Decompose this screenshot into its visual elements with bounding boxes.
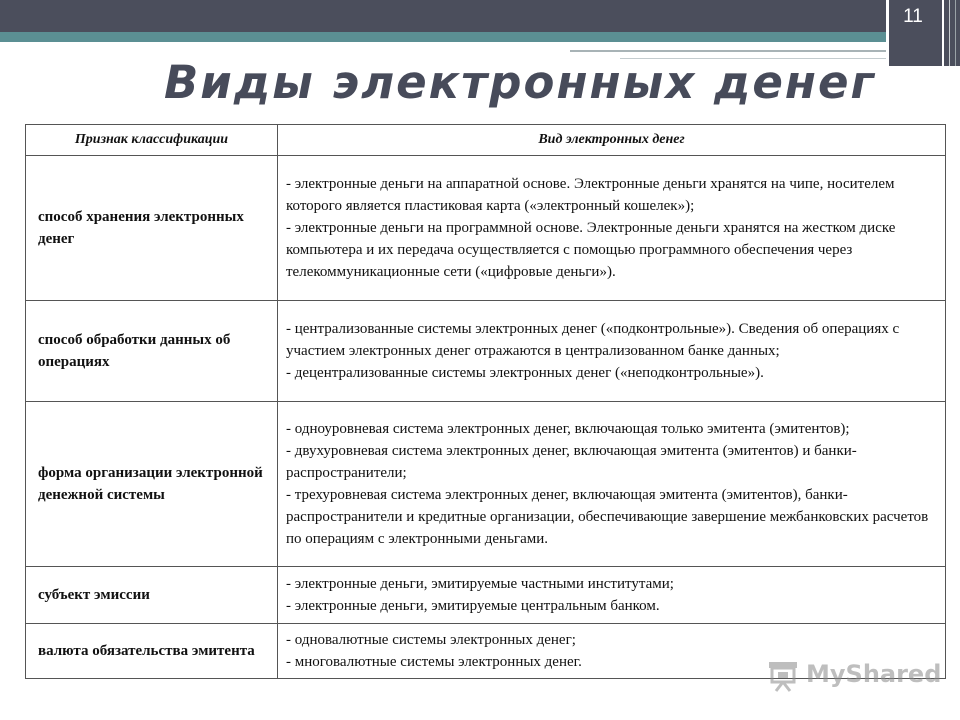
watermark-text: MyShared (806, 660, 942, 688)
classification-table (25, 124, 946, 679)
criterion-cell: способ обработки данных об операциях (26, 301, 278, 402)
table-row (26, 301, 946, 402)
table-row (26, 402, 946, 567)
type-item: - децентрализованные системы электронных денег («неподконтрольные»). (286, 365, 764, 381)
table-header-row (26, 125, 946, 156)
page-box-line (949, 0, 950, 66)
table-row (26, 567, 946, 624)
type-item: - одновалютные системы электронных денег; (286, 632, 576, 648)
type-item: - одноуровневая система электронных денег, включающая только эмитента (эмитентов); (286, 421, 850, 437)
header-divider-line (570, 50, 888, 52)
type-item: - электронные деньги, эмитируемые центральным банком. (286, 598, 660, 614)
type-item: - централизованные системы электронных денег («подконтрольные»). Сведения об операциях с участием электронных денег отражаются в централизованном банке данных; (286, 321, 900, 359)
criterion-cell: субъект эмиссии (26, 567, 278, 624)
type-item: - двухуровневая система электронных денег, включающая эмитента (эмитентов) и банки-распространители; (286, 443, 857, 481)
type-item: - электронные деньги на аппаратной основе. Электронные деньги хранятся на чипе, носителем которого является пластиковая карта («электронный кошелек»); (286, 176, 895, 214)
page-number: 11 (903, 6, 923, 27)
types-cell (278, 567, 946, 624)
page-box-line (942, 0, 944, 66)
type-item: - многовалютные системы электронных денег. (286, 654, 582, 670)
types-cell (278, 402, 946, 567)
table-row (26, 156, 946, 301)
column-header-type: Вид электронных денег (278, 125, 946, 156)
criterion-cell: форма организации электронной денежной системы (26, 402, 278, 567)
slide-title: Виды электронных денег (164, 56, 876, 109)
types-cell (278, 301, 946, 402)
presentation-board-icon (766, 660, 800, 692)
types-cell (278, 156, 946, 301)
criterion-cell: способ хранения электронных денег (26, 156, 278, 301)
page-box-line (955, 0, 956, 66)
header-band (0, 0, 960, 32)
column-header-criterion: Признак классификации (26, 125, 278, 156)
header-accent-stripe (0, 32, 960, 42)
type-item: - трехуровневая система электронных денег, включающая эмитента (эмитентов), банки-распространители и кредитные организации, обеспечивающие завершение межбанковских расчетов по операциям с электронными деньгами. (286, 487, 929, 547)
type-item: - электронные деньги на программной основе. Электронные деньги хранятся на жестком диске компьютера и их передача осуществляется с помощью программного обеспечения через телекоммуникационные сети («цифровые деньги»). (286, 220, 896, 280)
type-item: - электронные деньги, эмитируемые частными институтами; (286, 576, 674, 592)
criterion-cell: валюта обязательства эмитента (26, 624, 278, 679)
watermark (766, 660, 942, 692)
